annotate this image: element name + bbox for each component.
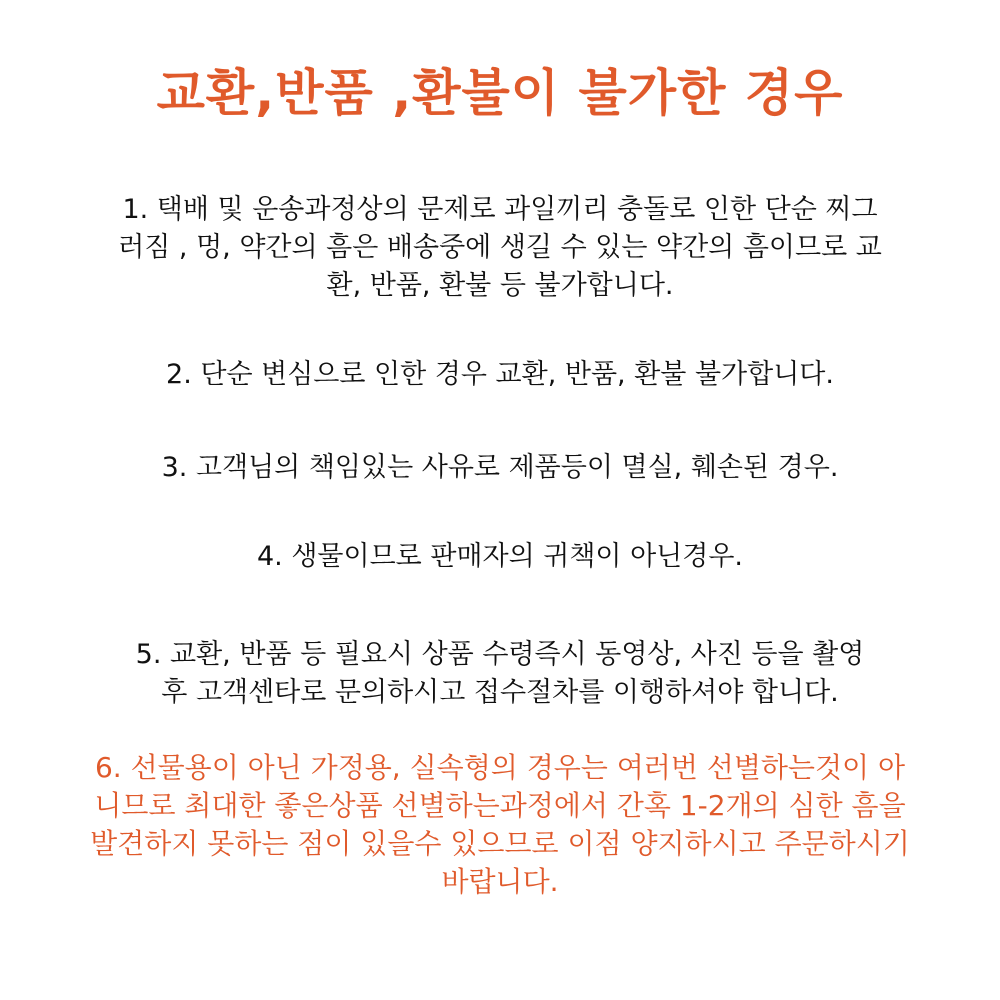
notice-line: 4. 생물이므로 판매자의 귀책이 아닌경우. [257, 541, 743, 572]
notice-item-1 [40, 191, 960, 305]
notice-item-5 [40, 636, 960, 712]
notice-item-4 [40, 538, 960, 576]
notice-item-3 [40, 449, 960, 487]
notice-line: 후 고객센타로 문의하시고 접수절차를 이행하셔야 합니다. [161, 677, 839, 708]
page-title: 교환,반품 ,환불이 불가한 경우 [156, 64, 844, 122]
notice-line: 2. 단순 변심으로 인한 경우 교환, 반품, 환불 불가합니다. [166, 359, 834, 390]
notice-line: 발견하지 못하는 점이 있을수 있으므로 이점 양지하시고 주문하시기 [90, 827, 910, 860]
notice-line: 환, 반품, 환불 등 불가합니다. [326, 270, 674, 301]
notice-item-6-highlight [40, 749, 960, 901]
notice-line: 바랍니다. [441, 865, 559, 898]
notice-line: 6. 선물용이 아닌 가정용, 실속형의 경우는 여러번 선별하는것이 아 [94, 751, 906, 784]
notice-line: 1. 택배 및 운송과정상의 문제로 과일끼리 충돌로 인한 단순 찌그 [122, 194, 878, 225]
notice-line: 5. 교환, 반품 등 필요시 상품 수령즉시 동영상, 사진 등을 촬영 [135, 639, 865, 670]
notice-line: 니므로 최대한 좋은상품 선별하는과정에서 간혹 1-2개의 심한 흠을 [94, 789, 906, 822]
notice-line: 3. 고객님의 책임있는 사유로 제품등이 멸실, 훼손된 경우. [161, 452, 839, 483]
notice-line: 러짐 , 멍, 약간의 흠은 배송중에 생길 수 있는 약간의 흠이므로 교 [118, 232, 882, 263]
notice-item-2 [40, 356, 960, 394]
